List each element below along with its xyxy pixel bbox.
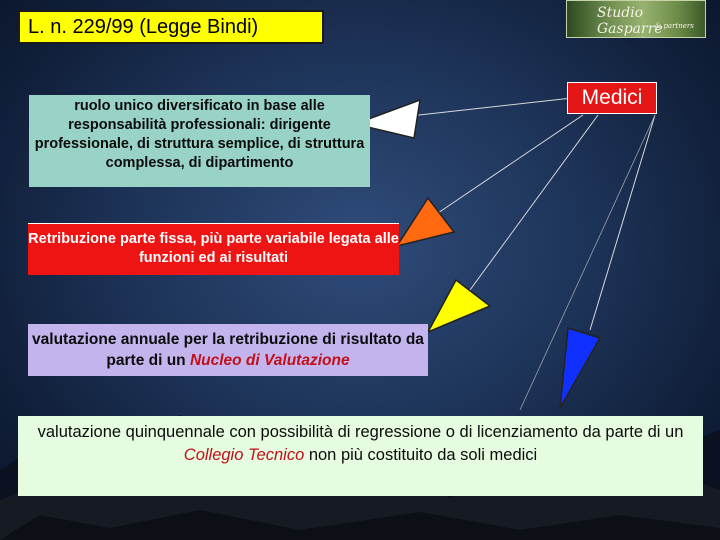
slide-title: L. n. 229/99 (Legge Bindi) [18,10,324,44]
quinquennale-text-after: non più costituito da soli medici [304,446,538,464]
arrow-head-orange [397,198,454,246]
valutazione-quinquennale-box [18,416,703,496]
arrow-line-orange [435,115,583,215]
collegio-tecnico-highlight: Collegio Tecnico [183,446,305,464]
valutazione-annuale-text: valutazione annuale per la retribuzione di risultato da parte di un [32,331,424,369]
quinquennale-text-before: valutazione quinquennale con possibilità di regressione o di licenziamento da parte di un [37,423,684,441]
arrow-head-yellow [428,280,490,332]
studio-logo [566,0,706,38]
retribuzione-box: Retribuzione parte fissa, più parte variabile legata alle funzioni ed ai risultati [28,223,399,275]
medici-label: Medici [567,82,657,114]
ruolo-unico-box: ruolo unico diversificato in base alle responsabilità professionali: dirigente professionale, di struttura semplice, di struttura complessa, di dipartimento [29,95,370,187]
arrow-line-blue [590,115,655,330]
valutazione-annuale-box [28,324,428,376]
nucleo-valutazione-highlight: Nucleo di Valutazione [189,352,350,369]
arrow-head-blue [560,328,600,408]
arrow-line-white [410,98,572,116]
logo-subtitle: & partners [655,22,694,30]
arrow-line-yellow [470,115,598,290]
logo-name: Studio Gasparre [597,5,663,37]
